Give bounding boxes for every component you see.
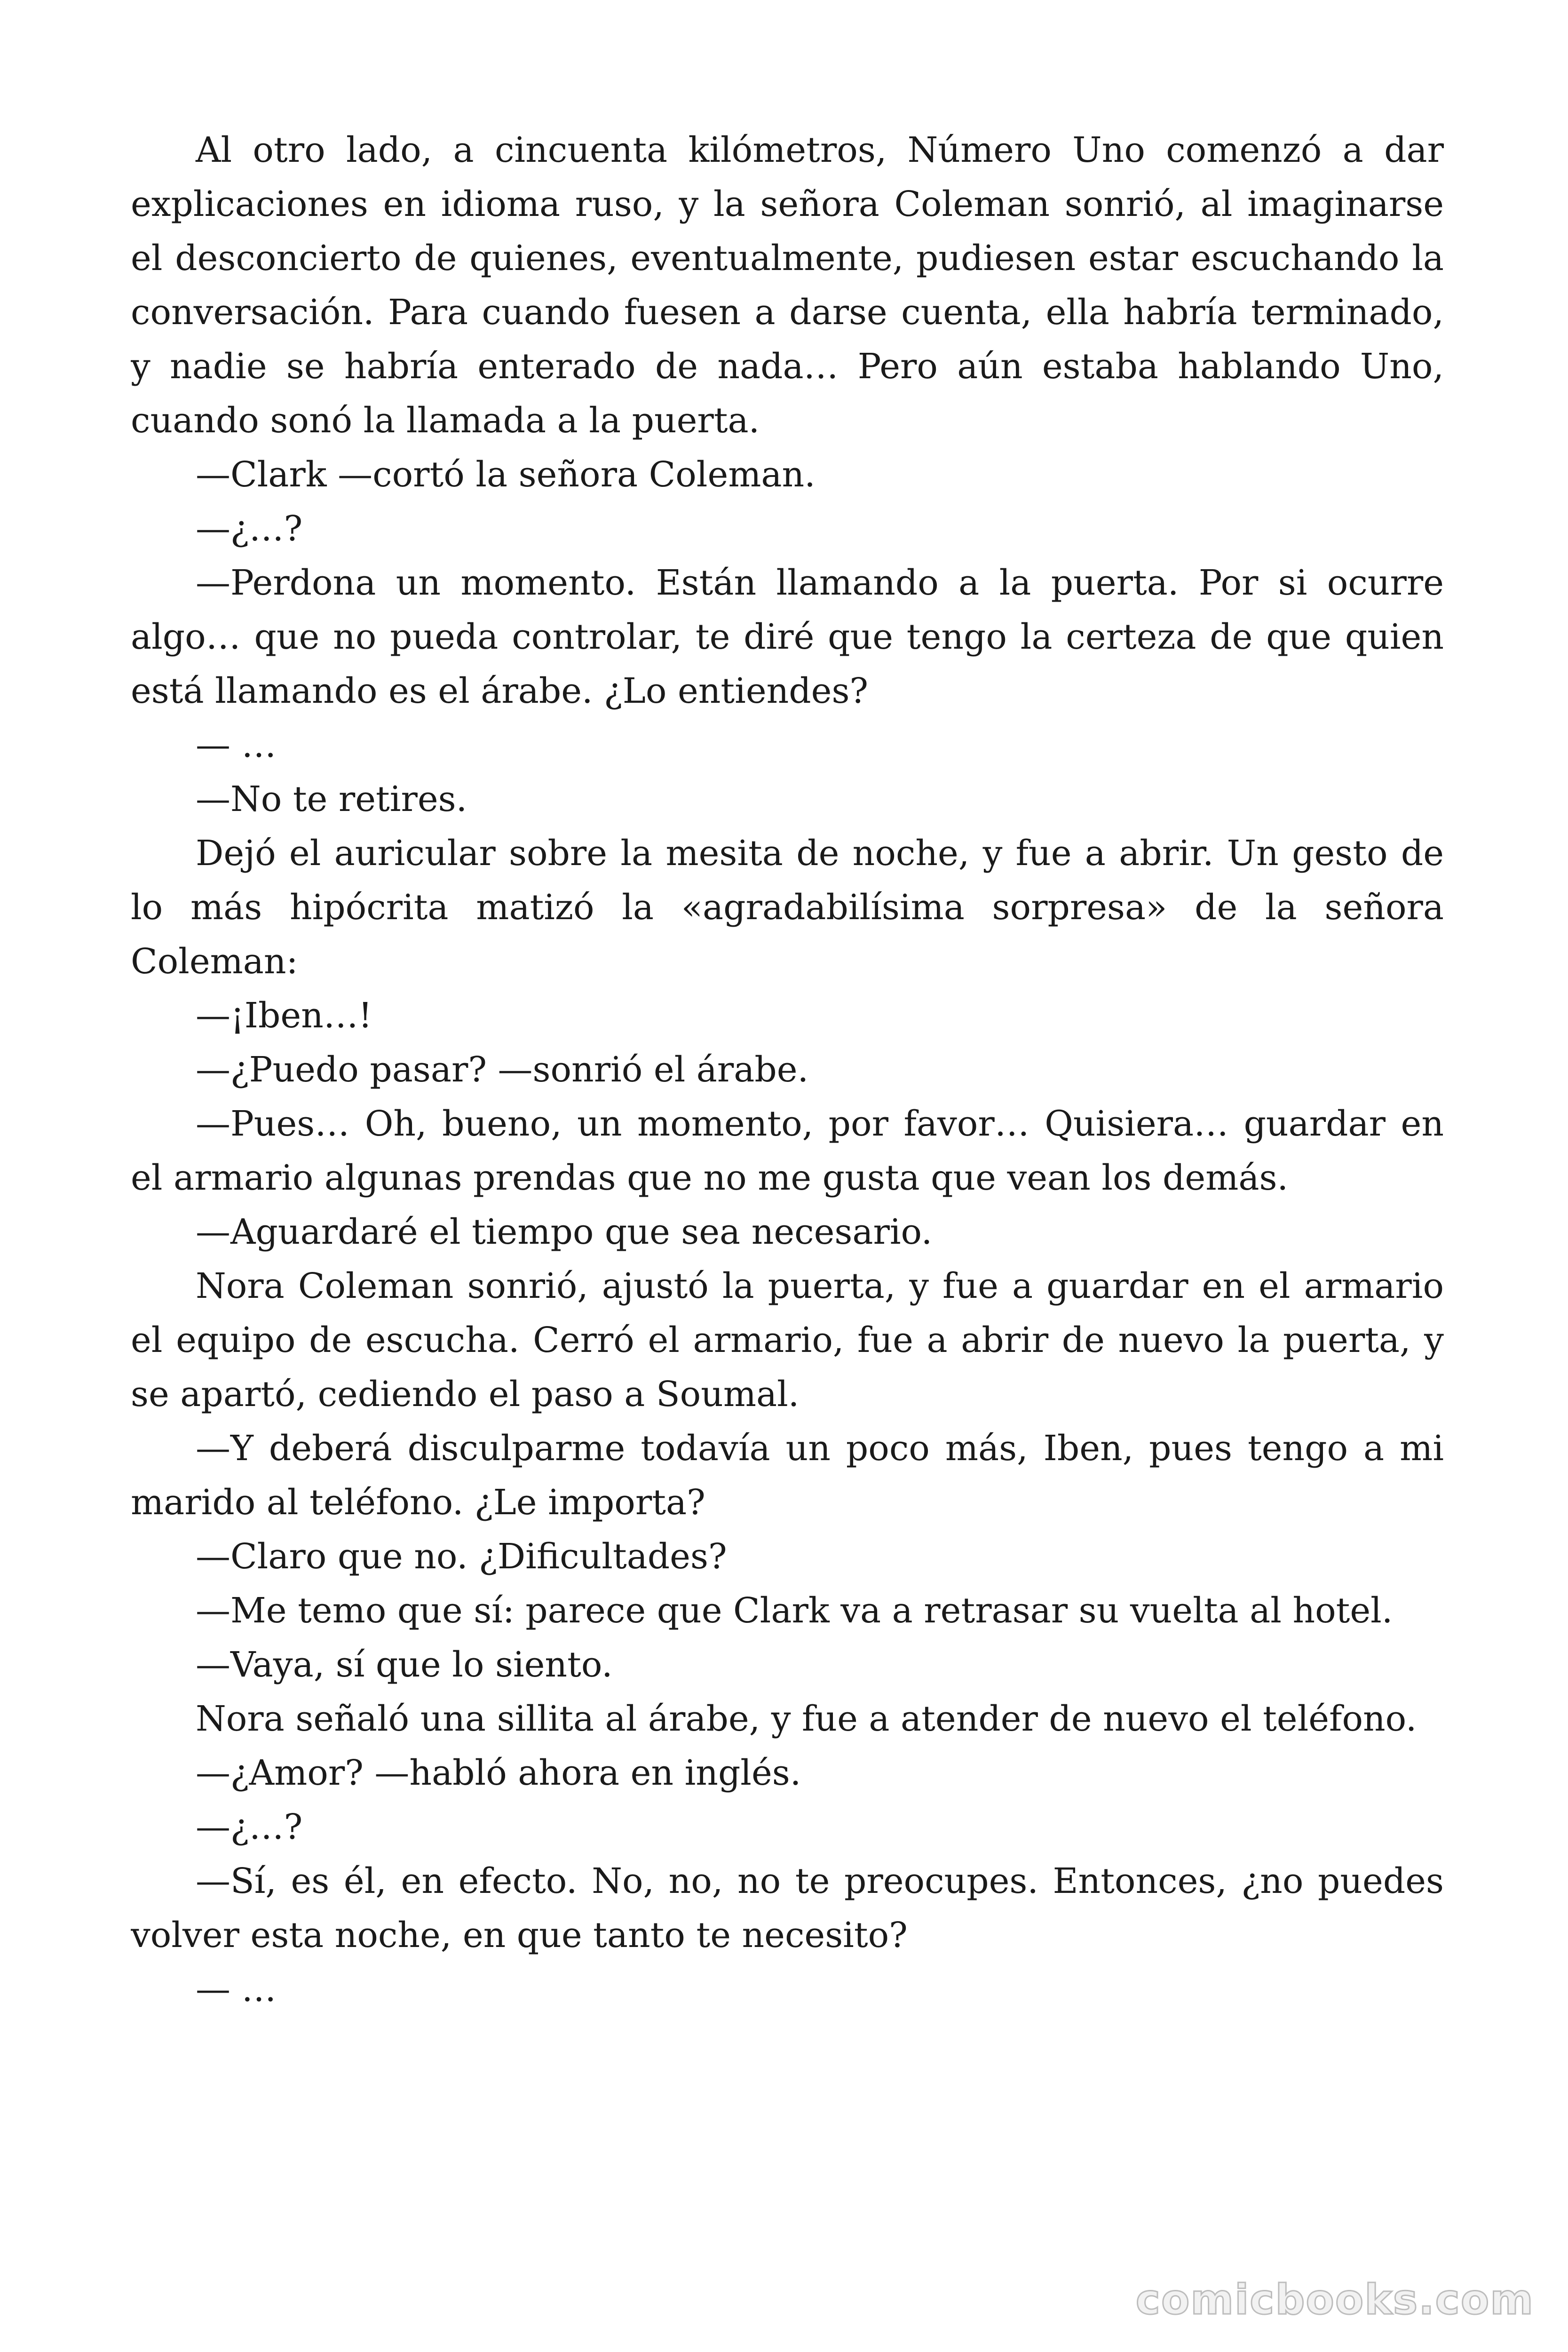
paragraph: —Y deberá disculparme todavía un poco más, Iben, pues tengo a mi marido al teléfono. ¿Le importa? bbox=[131, 1428, 1444, 1523]
paragraph: —Me temo que sí: parece que Clark va a retrasar su vuelta al hotel. bbox=[196, 1590, 1393, 1631]
paragraph: —¡Iben…! bbox=[196, 995, 372, 1036]
paragraph: —¿Amor? —habló ahora en inglés. bbox=[196, 1753, 801, 1793]
paragraph: —Perdona un momento. Están llamando a la puerta. Por si ocurre algo… que no pueda controlar, te diré que tengo la certeza de que quien está llamando es el árabe. ¿Lo entiendes? bbox=[131, 563, 1444, 711]
paragraph: —Claro que no. ¿Dificultades? bbox=[196, 1536, 727, 1577]
paragraph: —Pues… Oh, bueno, un momento, por favor… Quisiera… guardar en el armario algunas prendas que no me gusta que vean los demás. bbox=[131, 1104, 1444, 1198]
paragraph: —Clark —cortó la señora Coleman. bbox=[196, 454, 816, 495]
paragraph: —Sí, es él, en efecto. No, no, no te preocupes. Entonces, ¿no puedes volver esta noche, en que tanto te necesito? bbox=[131, 1861, 1444, 1955]
paragraph: Dejó el auricular sobre la mesita de noche, y fue a abrir. Un gesto de lo más hipócrita matizó la «agradabilísima sorpresa» de la señora Coleman: bbox=[131, 833, 1444, 982]
watermark: comicbooks.com bbox=[1135, 2275, 1534, 2324]
paragraph: —Aguardaré el tiempo que sea necesario. bbox=[196, 1212, 933, 1252]
document-text bbox=[131, 123, 1444, 2017]
paragraph: — … bbox=[196, 1969, 277, 2010]
paragraph: —¿Puedo pasar? —sonrió el árabe. bbox=[196, 1049, 809, 1090]
paragraph: —¿…? bbox=[196, 1807, 303, 1847]
paragraph: Nora Coleman sonrió, ajustó la puerta, y fue a guardar en el armario el equipo de escucha. Cerró el armario, fue a abrir de nuevo la puerta, y se apartó, cediendo el paso a Soumal. bbox=[131, 1266, 1444, 1414]
paragraph: — … bbox=[196, 725, 277, 765]
paragraph: —Vaya, sí que lo siento. bbox=[196, 1645, 613, 1685]
paragraph: —¿…? bbox=[196, 509, 303, 549]
paragraph: Nora señaló una sillita al árabe, y fue a atender de nuevo el teléfono. bbox=[196, 1699, 1417, 1739]
paragraph: Al otro lado, a cincuenta kilómetros, Número Uno comenzó a dar explicaciones en idioma ruso, y la señora Coleman sonrió, al imaginarse el desconcierto de quienes, eventualmente, pudiesen estar escuchando la conversación. Para cuando fuesen a darse cuenta, ella habría terminado, y nadie se habría enterado de nada… Pero aún estaba hablando Uno, cuando sonó la llamada a la puerta. bbox=[131, 130, 1444, 441]
page-body bbox=[131, 123, 1444, 2217]
paragraph: —No te retires. bbox=[196, 779, 467, 819]
